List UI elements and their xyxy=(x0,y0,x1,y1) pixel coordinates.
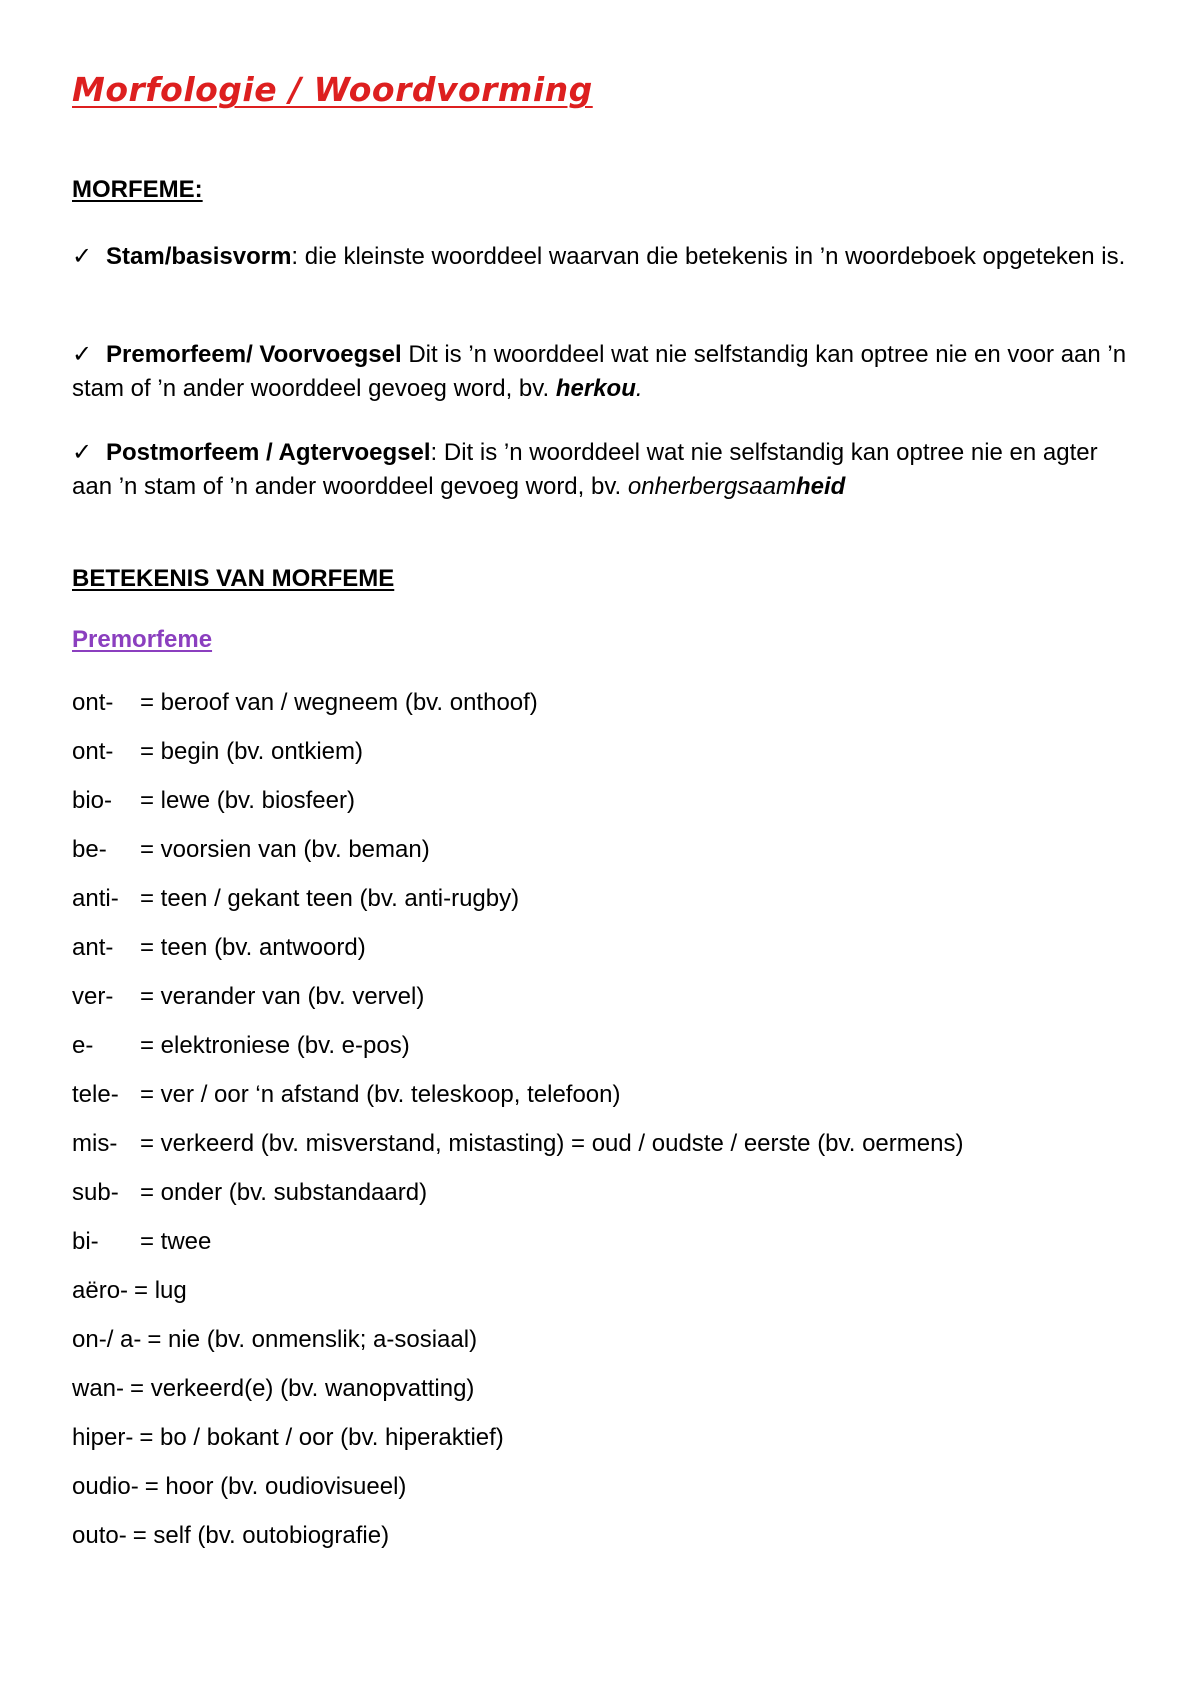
term-postmorfeem: Postmorfeem / Agtervoegsel xyxy=(106,439,431,466)
prefix-label: bi- xyxy=(72,1228,99,1255)
prefix-label: bio- xyxy=(72,787,113,814)
check-mark-icon: ✓ xyxy=(72,340,93,368)
example-stem: onherbergsaam xyxy=(627,473,796,500)
prefix-label: ont- xyxy=(72,689,114,716)
prefix-meaning: = teen (bv. antwoord) xyxy=(140,934,366,961)
definition-stam xyxy=(72,239,1132,274)
prefix-label: anti- xyxy=(72,885,119,912)
prefix-meaning: = bo / bokant / oor (bv. hiperaktief) xyxy=(139,1424,504,1451)
prefix-label: ont- xyxy=(72,738,114,765)
prefix-label: mis- xyxy=(72,1130,118,1157)
prefix-label: outo- xyxy=(72,1522,127,1549)
term-separator: : xyxy=(291,243,299,270)
prefix-meaning: = onder (bv. substandaard) xyxy=(140,1179,428,1206)
example-herkou: herkou xyxy=(555,375,636,402)
prefix-meaning: = twee xyxy=(140,1228,212,1255)
prefix-row xyxy=(72,1178,963,1227)
prefix-row xyxy=(72,1031,963,1080)
prefix-meaning: = lug xyxy=(134,1277,187,1304)
prefix-meaning: = voorsien van (bv. beman) xyxy=(140,836,430,863)
prefix-meaning: = self (bv. outobiografie) xyxy=(132,1522,390,1549)
prefix-label: ver- xyxy=(72,983,114,1010)
heading-morfeme: MORFEME: xyxy=(72,176,203,203)
prefix-row xyxy=(72,933,963,982)
prefix-row xyxy=(72,982,963,1031)
definition-premorfeem xyxy=(72,337,1132,406)
prefix-row xyxy=(72,1227,963,1276)
prefix-row xyxy=(72,737,963,786)
prefix-row xyxy=(72,688,963,737)
definition-postmorfeem xyxy=(72,435,1132,504)
prefix-label: on-/ a- xyxy=(72,1326,142,1353)
prefix-meaning: = ver / oor ‘n afstand (bv. teleskoop, telefoon) xyxy=(140,1081,621,1108)
check-mark-icon: ✓ xyxy=(72,438,93,466)
prefix-label: aëro- xyxy=(72,1277,129,1304)
prefix-label: e- xyxy=(72,1032,94,1059)
prefix-meaning: = hoor (bv. oudiovisueel) xyxy=(144,1473,407,1500)
prefix-row xyxy=(72,1080,963,1129)
definition-text: Dit is ’n woorddeel wat nie selfstandig kan optree nie en voor aan ’n stam of ’n ander woorddeel gevoeg word, bv. xyxy=(72,341,1127,402)
term-stam: Stam/basisvorm xyxy=(106,243,292,270)
heading-betekenis: BETEKENIS VAN MORFEME xyxy=(72,565,395,592)
prefix-meaning: = verkeerd (bv. misverstand, mistasting) = oud / oudste / eerste (bv. oermens) xyxy=(140,1130,964,1157)
prefix-label: tele- xyxy=(72,1081,119,1108)
prefix-meaning: = elektroniese (bv. e-pos) xyxy=(140,1032,410,1059)
prefix-list xyxy=(72,688,963,1570)
definition-text: Dit is ’n woorddeel wat nie selfstandig kan optree nie en agter aan ’n stam of ’n ander woorddeel gevoeg word, bv. xyxy=(72,439,1098,500)
prefix-label: sub- xyxy=(72,1179,119,1206)
prefix-meaning: = begin (bv. ontkiem) xyxy=(140,738,363,765)
prefix-label: oudio- xyxy=(72,1473,139,1500)
definition-text: die kleinste woorddeel waarvan die betekenis in ’n woordeboek opgeteken is. xyxy=(298,243,1126,270)
prefix-meaning: = verander van (bv. vervel) xyxy=(140,983,425,1010)
prefix-row xyxy=(72,1423,963,1472)
document-title: Morfologie / Woordvorming xyxy=(72,70,593,109)
prefix-row xyxy=(72,1276,963,1325)
prefix-label: ant- xyxy=(72,934,114,961)
subheading-premorfeme: Premorfeme xyxy=(72,626,213,653)
term-premorfeem: Premorfeem/ Voorvoegsel xyxy=(106,341,402,368)
prefix-row xyxy=(72,1521,963,1570)
prefix-row xyxy=(72,1374,963,1423)
prefix-row xyxy=(72,884,963,933)
prefix-label: be- xyxy=(72,836,107,863)
prefix-row xyxy=(72,1325,963,1374)
prefix-meaning: = lewe (bv. biosfeer) xyxy=(140,787,355,814)
prefix-label: wan- xyxy=(72,1375,125,1402)
prefix-row xyxy=(72,1472,963,1521)
term-separator: : xyxy=(430,439,438,466)
example-tail: . xyxy=(635,375,643,402)
prefix-row xyxy=(72,786,963,835)
prefix-meaning: = verkeerd(e) (bv. wanopvatting) xyxy=(130,1375,475,1402)
prefix-row xyxy=(72,835,963,884)
prefix-meaning: = nie (bv. onmenslik; a-sosiaal) xyxy=(147,1326,478,1353)
prefix-row xyxy=(72,1129,963,1178)
example-suffix: heid xyxy=(796,473,846,500)
prefix-label: hiper- xyxy=(72,1424,134,1451)
prefix-meaning: = teen / gekant teen (bv. anti-rugby) xyxy=(140,885,520,912)
check-mark-icon: ✓ xyxy=(72,242,93,270)
prefix-meaning: = beroof van / wegneem (bv. onthoof) xyxy=(140,689,538,716)
